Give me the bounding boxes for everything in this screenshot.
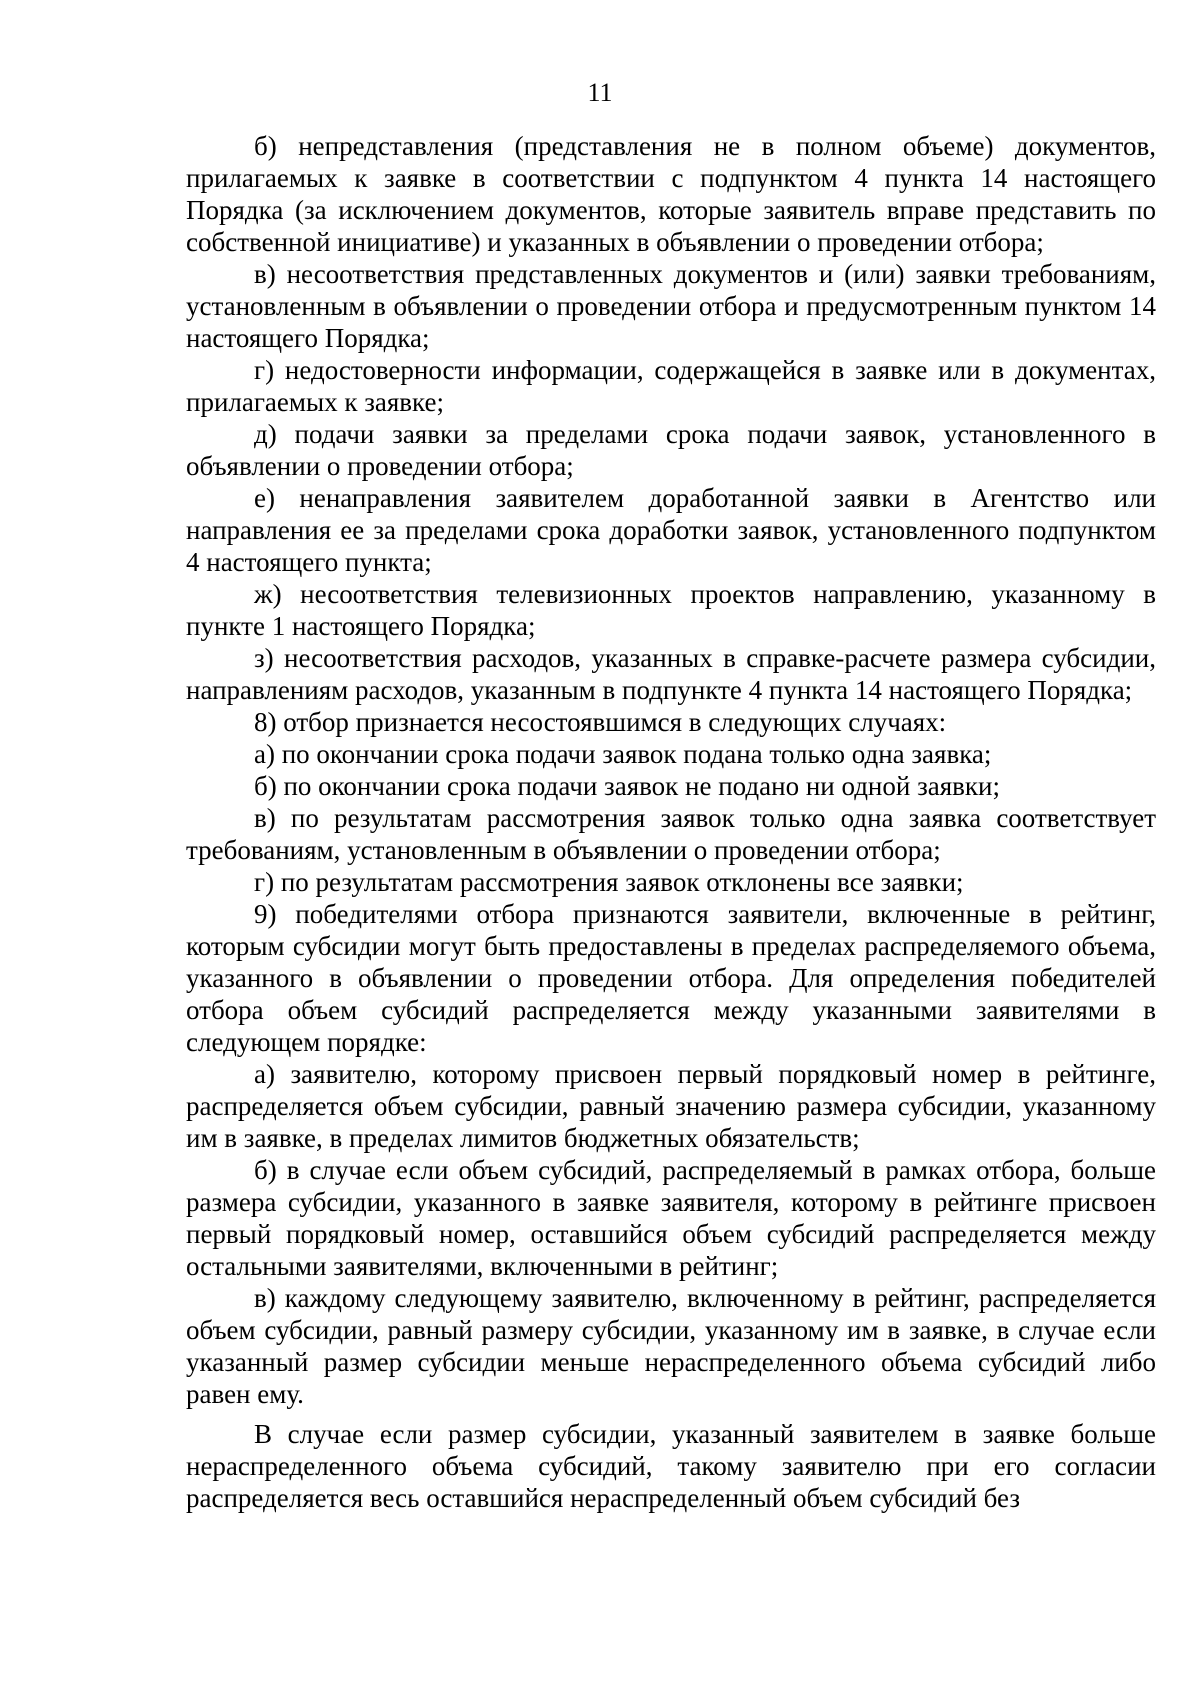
document-body — [186, 130, 1156, 1514]
paragraph-8g-all-rejected: г) по результатам рассмотрения заявок отклонены все заявки; — [254, 867, 964, 897]
page-number: 11 — [587, 78, 613, 107]
paragraph-d-late-submission: д) подачи заявки за пределами срока подачи заявок, установленного в объявлении о проведении отбора; — [186, 419, 1156, 481]
paragraph-b-nonsubmission: б) непредставления (представления не в полном объеме) документов, прилагаемых к заявке в соответствии с подпунктом 4 пункта 14 настоящего Порядка (за исключением документов, которые заявитель вправе представить по собственной инициативе) и указанных в объявлении о проведении отбора; — [186, 131, 1156, 257]
paragraph-z-expenses: з) несоответствия расходов, указанных в справке-расчете размера субсидии, направлениям расходов, указанным в подпункте 4 пункта 14 настоящего Порядка; — [186, 643, 1156, 705]
paragraph-8v-one-compliant: в) по результатам рассмотрения заявок только одна заявка соответствует требованиям, установленным в объявлении о проведении отбора; — [186, 803, 1156, 865]
paragraph-8a-one-application: а) по окончании срока подачи заявок подана только одна заявка; — [254, 739, 992, 769]
paragraph-9v-next-applicant: в) каждому следующему заявителю, включенному в рейтинг, распределяется объем субсидии, равный размеру субсидии, указанному им в заявке, в случае если указанный размер субсидии меньше нераспределенного объема субсидий либо равен ему. — [186, 1283, 1156, 1409]
paragraph-zh-tv-projects: ж) несоответствия телевизионных проектов направлению, указанному в пункте 1 настоящего Порядка; — [186, 579, 1156, 641]
paragraph-g-unreliable-info: г) недостоверности информации, содержащейся в заявке или в документах, прилагаемых к заявке; — [186, 355, 1156, 417]
paragraph-v-noncompliance: в) несоответствия представленных документов и (или) заявки требованиям, установленным в объявлении о проведении отбора и предусмотренным пунктом 14 настоящего Порядка; — [186, 259, 1156, 353]
paragraph-8-selection-failed: 8) отбор признается несостоявшимся в следующих случаях: — [254, 707, 947, 737]
paragraph-exceeds-remaining: В случае если размер субсидии, указанный заявителем в заявке больше нераспределенного объема субсидий, такому заявителю при его согласии распределяется весь оставшийся нераспределенный объем субсидий без — [186, 1419, 1156, 1513]
paragraph-8b-no-applications: б) по окончании срока подачи заявок не подано ни одной заявки; — [254, 771, 1000, 801]
paragraph-9a-first-rank: а) заявителю, которому присвоен первый порядковый номер в рейтинге, распределяется объем субсидии, равный значению размера субсидии, указанному им в заявке, в пределах лимитов бюджетных обязательств; — [186, 1059, 1156, 1153]
paragraph-e-revised-application: е) ненаправления заявителем доработанной заявки в Агентство или направления ее за пределами срока доработки заявок, установленного подпунктом 4 настоящего пункта; — [186, 483, 1156, 577]
paragraph-9b-remaining-volume: б) в случае если объем субсидий, распределяемый в рамках отбора, больше размера субсидии, указанного в заявке заявителя, которому в рейтинге присвоен первый порядковый номер, оставшийся объем субсидий распределяется между остальными заявителями, включенными в рейтинг; — [186, 1155, 1156, 1281]
paragraph-9-winners: 9) победителями отбора признаются заявители, включенные в рейтинг, которым субсидии могут быть предоставлены в пределах распределяемого объема, указанного в объявлении о проведении отбора. Для определения победителей отбора объем субсидий распределяется между указанными заявителями в следующем порядке: — [186, 899, 1156, 1057]
